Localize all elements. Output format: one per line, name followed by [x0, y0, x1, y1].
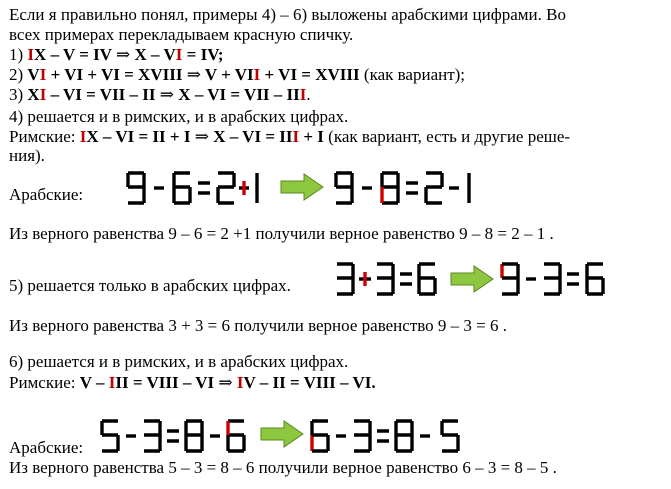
note-text: Из верного равенства	[9, 458, 169, 477]
digit-8	[186, 421, 202, 451]
digit-3	[544, 264, 560, 294]
implies-symbol: ⇒	[116, 45, 131, 64]
moved-match: I	[175, 45, 183, 64]
example-6-heading: 6) решается и в римских, и в арабских цифрах.	[9, 352, 349, 371]
moved-match: I	[27, 45, 35, 64]
moved-match: I	[253, 65, 261, 84]
example-number: 1)	[9, 45, 28, 64]
example-4-note	[9, 224, 554, 243]
implies-symbol: ⇒	[159, 85, 175, 104]
implies-symbol: ⇒	[194, 127, 209, 146]
moved-match: I	[39, 65, 47, 84]
moved-match: I	[236, 373, 244, 392]
match-figure-after	[500, 262, 610, 296]
example-1	[9, 45, 224, 64]
note-text: получили верное равенство	[230, 316, 438, 335]
moved-match: I	[79, 127, 87, 146]
equation-after: X – VI = II	[208, 127, 293, 146]
digit-5	[102, 421, 118, 451]
example-3	[9, 85, 311, 104]
roman-label: Римские:	[9, 373, 80, 392]
equals-sign	[167, 431, 179, 441]
intro-line-2: всех примерах перекладываем красную спичку.	[9, 25, 354, 44]
example-4-heading: 4) решается и в римских, и в арабских цифрах.	[9, 107, 349, 126]
green-arrow-icon	[450, 265, 494, 293]
note-end: .	[548, 458, 557, 477]
digit-3	[377, 264, 393, 294]
note-equation-1: 5 – 3 = 8 – 6	[168, 458, 255, 477]
equation-after: X – VI = VII – II	[174, 85, 300, 104]
note-end: .	[498, 316, 508, 335]
digit-6	[228, 421, 244, 451]
digit-9	[128, 173, 144, 203]
arabic-label: Арабские:	[9, 185, 84, 204]
example-4-roman	[9, 127, 570, 146]
equation-after-end: = IV;	[182, 45, 224, 64]
note-equation-2: 9 – 3 = 6	[437, 316, 499, 335]
equation-before: X – VI = II + I	[86, 127, 195, 146]
example-5-note	[9, 316, 507, 335]
equals-sign	[377, 431, 389, 441]
implies-symbol: ⇒	[186, 65, 201, 84]
example-6-note	[9, 458, 557, 477]
digit-9	[336, 173, 352, 203]
moved-match: I	[39, 85, 47, 104]
digit-5	[442, 421, 458, 451]
digit-8	[396, 421, 412, 451]
match-figure-before	[335, 262, 440, 296]
match-figure-after	[334, 171, 474, 205]
digit-6	[312, 421, 328, 451]
equals-sign	[400, 274, 412, 284]
equation-before-end: – VI = VII – II	[46, 85, 160, 104]
example-number: 3)	[9, 85, 28, 104]
example-5-heading: 5) решается только в арабских цифрах.	[9, 276, 291, 295]
digit-2	[218, 173, 234, 203]
arabic-label: Арабские:	[9, 438, 84, 457]
note-text: Из верного равенства	[9, 316, 169, 335]
note-equation-2: 6 – 3 = 8 – 5	[462, 458, 549, 477]
digit-3	[144, 421, 160, 451]
digit-3	[354, 421, 370, 451]
intro-line-1: Если я правильно понял, примеры 4) – 6) выложены арабскими цифрами. Во	[9, 5, 566, 24]
moved-match: I	[299, 85, 307, 104]
match-figure-before	[100, 419, 250, 453]
note-equation-1: 3 + 3 = 6	[168, 316, 230, 335]
roman-label: Римские:	[9, 127, 80, 146]
digit-6	[174, 173, 190, 203]
example-number: 2)	[9, 65, 28, 84]
equation-after: X – V	[130, 45, 176, 64]
variant-note: (как вариант);	[359, 65, 466, 84]
digit-9	[502, 264, 518, 294]
note-text: Из верного равенства	[9, 224, 169, 243]
equals-sign	[198, 183, 210, 193]
moved-match: I	[292, 127, 300, 146]
digit-2	[426, 173, 442, 203]
note-equation-2: 9 – 8 = 2 – 1	[459, 224, 546, 243]
note-text: получили верное равенство	[251, 224, 460, 243]
implies-symbol: ⇒	[218, 373, 233, 392]
match-figure-after	[310, 419, 470, 453]
equation-before-end: II = VIII – VI	[115, 373, 219, 392]
example-2	[9, 65, 465, 84]
equation-before: X	[27, 85, 40, 104]
green-arrow-icon	[280, 173, 324, 201]
note-text: получили верное равенство	[254, 458, 463, 477]
example-4-roman-cont: ния).	[9, 146, 45, 165]
digit-3	[337, 264, 353, 294]
digit-6	[419, 264, 435, 294]
variant-note: (как вариант, есть и другие реше-	[323, 127, 571, 146]
equals-sign	[406, 183, 418, 193]
equation-after: V + VI	[200, 65, 254, 84]
example-6-roman	[9, 373, 376, 392]
equation-after-end: + VI = XVIII	[260, 65, 360, 84]
digit-8	[382, 173, 398, 203]
note-end: .	[545, 224, 554, 243]
match-figure-before	[126, 171, 261, 205]
equation-before: V –	[79, 373, 109, 392]
equation-before: X – V = IV	[34, 45, 117, 64]
equation-after-end: + I	[299, 127, 324, 146]
note-equation-1: 9 – 6 = 2 +1	[168, 224, 252, 243]
green-arrow-icon	[260, 420, 304, 448]
digit-6	[587, 264, 603, 294]
equation-before-end: + VI + VI = XVIII	[46, 65, 187, 84]
moved-match: I	[108, 373, 116, 392]
period: .	[306, 85, 311, 104]
equation-after: V – II = VIII – VI.	[243, 373, 376, 392]
equals-sign	[567, 274, 579, 284]
equation-before: V	[27, 65, 40, 84]
